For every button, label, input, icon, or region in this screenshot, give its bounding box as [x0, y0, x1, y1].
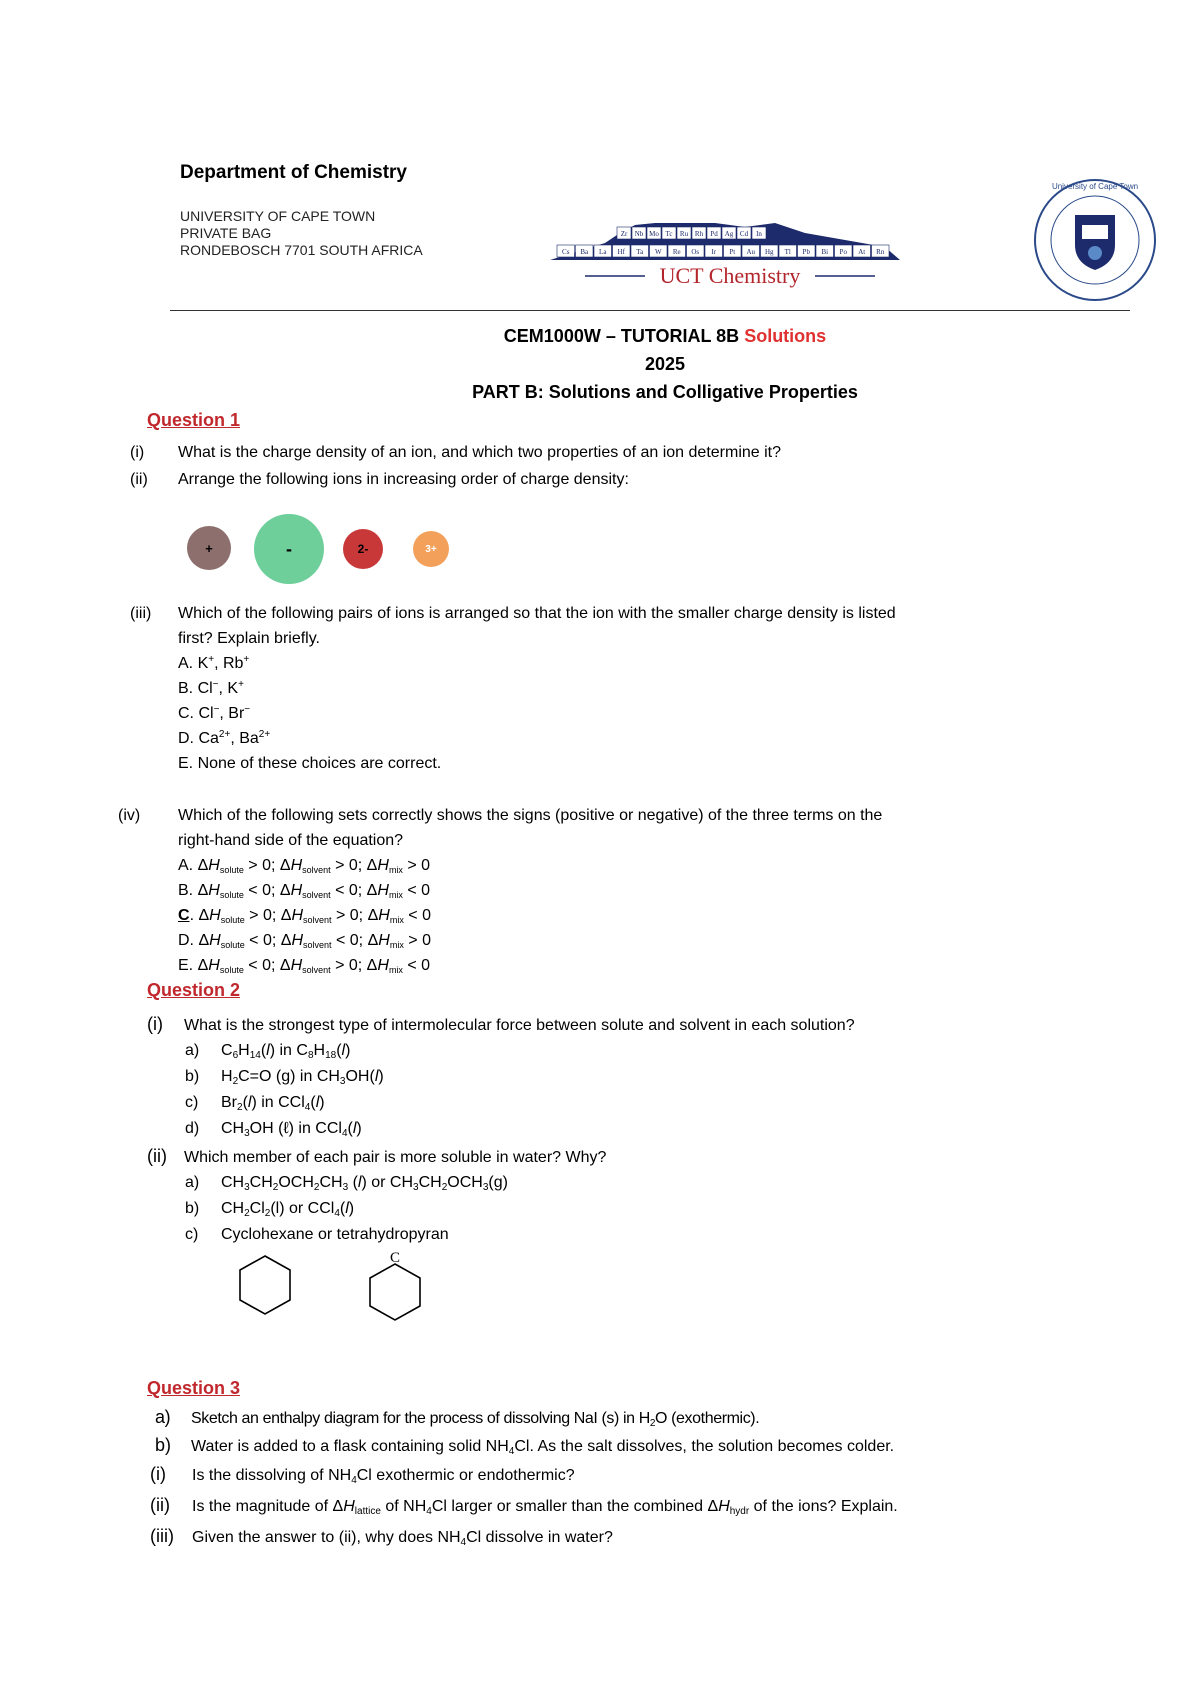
correct-option-marker: C: [178, 907, 190, 924]
element-symbol: Ru: [679, 230, 689, 238]
element-symbol: Mo: [649, 230, 659, 238]
item-number: (ii): [150, 1495, 170, 1515]
element-symbol: Tl: [784, 248, 791, 256]
element-symbol: In: [756, 230, 762, 238]
q1-iii-option-d: D. $Ca^{2+}$, $Ba^{2+}$: [178, 729, 271, 747]
element-symbol: Os: [691, 248, 700, 256]
ion-anion-1: -: [254, 514, 324, 584]
q3-b-ii: (ii) Is the magnitude of $\Delta H_{lattice}$ of $NH_4Cl$ larger or smaller than the combined $\Delta H_{hydr}$ of the ions? Explain.: [150, 1495, 898, 1517]
item-text: Which of the following pairs of ions is arranged so that the ion with the smaller charge density is listed: [178, 605, 896, 622]
q2-ii-b: b) $CH_2Cl_2(l)$ or CCl$_4$(l): [185, 1200, 355, 1219]
item-text: Arrange the following ions in increasing order of charge density:: [178, 471, 629, 488]
q3-b-i: (i) Is the dissolving of $NH_4Cl$ exothermic or endothermic?: [150, 1464, 575, 1486]
q1-iii-option-a: A. K+, Rb+: [178, 654, 250, 672]
q2-i-d: d) $CH_3OH$ (ℓ) in CCl$_4$(l): [185, 1120, 362, 1139]
element-symbol: Hg: [764, 248, 774, 256]
element-symbol: Po: [839, 248, 847, 256]
ion-cation-1: +: [187, 526, 231, 570]
element-symbol: Tc: [665, 230, 673, 238]
q1-iii: [130, 605, 896, 623]
q1-iii-option-e: E. None of these choices are correct.: [178, 755, 442, 772]
item-text: Which of the following sets correctly shows the signs (positive or negative) of the three terms on the: [178, 807, 883, 824]
question-2-heading: Question 2: [147, 980, 241, 1000]
element-symbol: At: [858, 248, 866, 256]
q3-b-iii: (iii) Given the answer to (ii), why does $NH_4Cl$ dissolve in water?: [150, 1526, 613, 1548]
item-number: a): [155, 1407, 171, 1427]
question-1-heading: Question 1: [147, 410, 241, 430]
q1-ii: [130, 471, 629, 489]
q3-a: a) Sketch an enthalpy diagram for the process of dissolving NaI (s) in $H_2O$ (exothermic).: [155, 1407, 760, 1429]
item-number: (iii): [130, 605, 152, 622]
title-solutions: Solutions: [744, 326, 827, 346]
q1-iv: [118, 807, 882, 825]
question-3-heading: Question 3: [147, 1378, 241, 1398]
element-symbol: Cd: [739, 230, 749, 238]
q2-ii-c: c) Cyclohexane or tetrahydropyran: [185, 1226, 449, 1243]
uct-chemistry-logo: [545, 205, 905, 290]
q1-iv-option-a: A. ΔHsolute > 0; ΔHsolvent > 0; ΔHmix > 0: [178, 857, 431, 875]
item-number: (iv): [118, 807, 141, 824]
tetrahydropyran-structure: [370, 1264, 420, 1320]
q1-iv-option-c: C. ΔHsolute > 0; ΔHsolvent > 0; ΔHmix < 0: [178, 907, 431, 925]
q2-i-b: b) $H_2C=O$ (g) in $CH_3OH(l)$: [185, 1068, 384, 1087]
element-symbol: Ba: [580, 248, 589, 256]
q1-iii-option-c: C. Cl−, Br−: [178, 704, 251, 722]
element-symbol: La: [599, 248, 607, 256]
logo-text: UCT Chemistry: [659, 263, 801, 288]
item-text: Which member of each pair is more soluble in water? Why?: [184, 1149, 607, 1166]
q3-b: b) Water is added to a flask containing solid $NH_4Cl$. As the salt dissolves, the solution becomes colder.: [155, 1435, 895, 1457]
q2-i: [147, 1014, 855, 1035]
q1-iii-cont: first? Explain briefly.: [178, 630, 320, 647]
header-divider: [170, 310, 1130, 311]
element-symbol: Re: [672, 248, 681, 256]
address-line: RONDEBOSCH 7701 SOUTH AFRICA: [180, 242, 423, 258]
ion-cation-3: 3+: [413, 531, 449, 567]
element-symbol: Zr: [620, 230, 628, 238]
element-symbol: W: [654, 248, 662, 256]
address-line: PRIVATE BAG: [180, 225, 272, 241]
q1-iv-option-e: E. ΔHsolute < 0; ΔHsolvent > 0; ΔHmix < 0: [178, 957, 431, 975]
element-symbol: Ir: [711, 248, 717, 256]
element-symbol: Pb: [802, 248, 810, 256]
item-number: (ii): [130, 471, 148, 488]
ion-anion-2: 2-: [343, 529, 383, 569]
q2-i-a: a) $C_6H_{14}(l)$ in $C_8H_{18}(l)$: [185, 1042, 351, 1061]
part-title: PART B: Solutions and Colligative Properties: [472, 382, 858, 402]
q2-i-c: c) $Br_2(l)$ in CCl$_4$(l): [185, 1094, 325, 1113]
q1-iv-option-d: D. ΔHsolute < 0; ΔHsolvent < 0; ΔHmix > 0: [178, 932, 431, 950]
element-symbol: Pd: [710, 230, 718, 238]
element-symbol: Cs: [562, 248, 570, 256]
title-text: CEM1000W – TUTORIAL 8B: [503, 326, 745, 346]
element-symbol: Pt: [729, 248, 736, 256]
element-symbol: Au: [746, 248, 756, 256]
ring-structures: [235, 1250, 445, 1330]
element-symbol: Ag: [724, 230, 734, 238]
address-block: [180, 208, 423, 259]
element-symbol: Bi: [821, 248, 829, 256]
item-number: (ii): [147, 1146, 167, 1166]
q1-iii-option-b: B. Cl−, K+: [178, 679, 244, 697]
year: 2025: [644, 354, 686, 374]
item-number: (i): [150, 1464, 166, 1484]
q2-ii: [147, 1146, 606, 1167]
department-title: Department of Chemistry: [180, 162, 407, 183]
q1-iv-cont: right-hand side of the equation?: [178, 832, 404, 849]
element-symbol: Rn: [876, 248, 885, 256]
element-symbol: Ta: [636, 248, 644, 256]
q1-i: [130, 444, 781, 462]
element-symbol: Rh: [694, 230, 704, 238]
item-text: What is the charge density of an ion, and which two properties of an ion determine it?: [178, 444, 782, 461]
item-text: What is the strongest type of intermolecular force between solute and solvent in each solution?: [184, 1017, 855, 1034]
ring-atom-label: C: [389, 1250, 401, 1266]
item-number: (iii): [150, 1526, 174, 1546]
element-symbol: Nb: [634, 230, 644, 238]
seal-text: University of Cape Town: [1051, 182, 1139, 191]
university-seal: [1030, 175, 1160, 305]
q2-ii-a: a) $CH_3CH_2OCH_2CH_3$ (l) or $CH_3CH_2OCH_3(g)$: [185, 1174, 508, 1193]
element-symbol: Hf: [617, 248, 625, 256]
address-line: UNIVERSITY OF CAPE TOWN: [180, 208, 376, 224]
cyclohexane-structure: [240, 1256, 290, 1314]
item-number: b): [155, 1435, 172, 1455]
q1-iv-option-b: B. ΔHsolute < 0; ΔHsolvent < 0; ΔHmix < 0: [178, 882, 431, 900]
item-number: (i): [147, 1014, 163, 1034]
item-number: (i): [130, 444, 145, 461]
tutorial-title: [0, 326, 1200, 347]
item-text: Cyclohexane or tetrahydropyran: [221, 1226, 449, 1243]
